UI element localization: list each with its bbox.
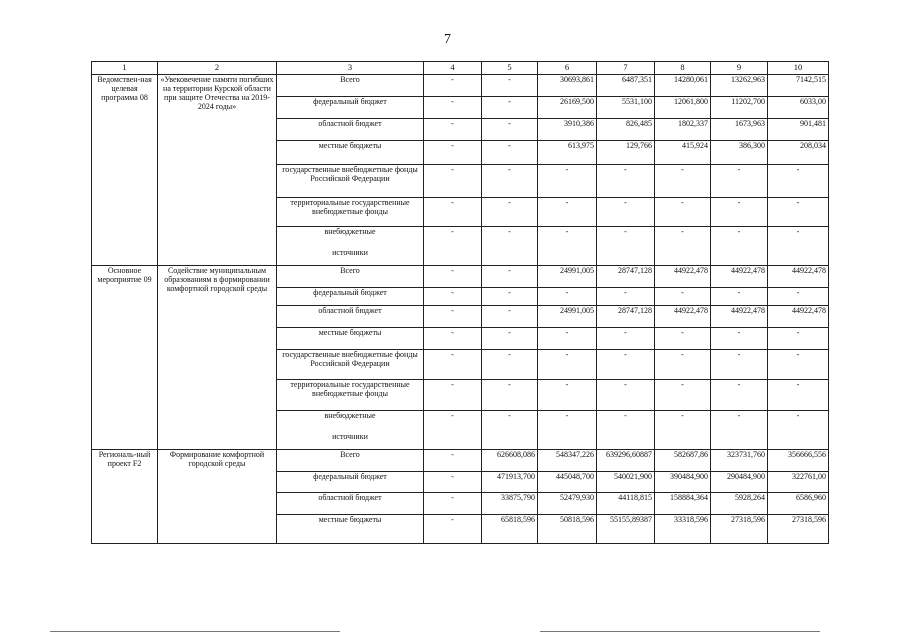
value-cell-col-7: 55155,89387 bbox=[597, 515, 655, 544]
value-cell-col-5: - bbox=[482, 411, 538, 450]
value-cell-col-6: - bbox=[538, 411, 597, 450]
funding-source bbox=[277, 227, 424, 266]
value-cell-col-4: - bbox=[424, 380, 482, 411]
bottom-rule-right bbox=[540, 631, 820, 632]
funding-source: государственные внебюджетные фонды Российской Федерации bbox=[277, 350, 424, 380]
value-cell-col-6: 30693,861 bbox=[538, 75, 597, 97]
value-cell-col-6: 613,975 bbox=[538, 141, 597, 165]
funding-source: местные бюджеты bbox=[277, 328, 424, 350]
value-cell-col-6: 24991,005 bbox=[538, 266, 597, 288]
value-cell-col-7: - bbox=[597, 328, 655, 350]
funding-source-line: внебюджетные bbox=[324, 227, 376, 236]
value-cell-col-7: - bbox=[597, 350, 655, 380]
funding-source-line: источники bbox=[332, 247, 368, 257]
value-cell-col-5: - bbox=[482, 119, 538, 141]
value-cell-col-8: 390484,900 bbox=[655, 472, 711, 493]
value-cell-col-10: - bbox=[768, 380, 829, 411]
value-cell-col-4: - bbox=[424, 227, 482, 266]
column-header-10: 10 bbox=[768, 62, 829, 75]
value-cell-col-10: 901,481 bbox=[768, 119, 829, 141]
value-cell-col-9: - bbox=[711, 227, 768, 266]
value-cell-col-10: 44922,478 bbox=[768, 306, 829, 328]
table-row bbox=[92, 450, 829, 472]
value-cell-col-7: 5531,100 bbox=[597, 97, 655, 119]
value-cell-col-6: 548347,226 bbox=[538, 450, 597, 472]
value-cell-col-8: - bbox=[655, 288, 711, 306]
value-cell-col-10: - bbox=[768, 288, 829, 306]
value-cell-col-8: - bbox=[655, 411, 711, 450]
value-cell-col-7: - bbox=[597, 227, 655, 266]
program-code: Ведомствен-ная целевая программа 08 bbox=[92, 75, 158, 266]
value-cell-col-5: - bbox=[482, 266, 538, 288]
value-cell-col-4: - bbox=[424, 165, 482, 198]
value-cell-col-7: 129,766 bbox=[597, 141, 655, 165]
value-cell-col-7: - bbox=[597, 198, 655, 227]
value-cell-col-5: 65818,596 bbox=[482, 515, 538, 544]
value-cell-col-9: - bbox=[711, 380, 768, 411]
column-header-1: 1 bbox=[92, 62, 158, 75]
value-cell-col-9: - bbox=[711, 288, 768, 306]
value-cell-col-4: - bbox=[424, 119, 482, 141]
value-cell-col-7: 639296,60887 bbox=[597, 450, 655, 472]
value-cell-col-10: - bbox=[768, 198, 829, 227]
value-cell-col-8: - bbox=[655, 227, 711, 266]
value-cell-col-5: - bbox=[482, 227, 538, 266]
value-cell-col-5: - bbox=[482, 350, 538, 380]
budget-table bbox=[91, 61, 829, 544]
value-cell-col-4: - bbox=[424, 198, 482, 227]
value-cell-col-7: 826,485 bbox=[597, 119, 655, 141]
value-cell-col-7: 540021,900 bbox=[597, 472, 655, 493]
table-row bbox=[92, 75, 829, 97]
value-cell-col-10: 27318,596 bbox=[768, 515, 829, 544]
value-cell-col-8: 415,924 bbox=[655, 141, 711, 165]
value-cell-col-5: - bbox=[482, 75, 538, 97]
value-cell-col-5: - bbox=[482, 380, 538, 411]
value-cell-col-10: - bbox=[768, 328, 829, 350]
value-cell-col-6: - bbox=[538, 198, 597, 227]
column-header-9: 9 bbox=[711, 62, 768, 75]
value-cell-col-6: 24991,005 bbox=[538, 306, 597, 328]
table-body bbox=[92, 75, 829, 544]
funding-source: территориальные государственные внебюджетные фонды bbox=[277, 380, 424, 411]
value-cell-col-5: - bbox=[482, 165, 538, 198]
value-cell-col-10: 322761,00 bbox=[768, 472, 829, 493]
value-cell-col-10: 208,034 bbox=[768, 141, 829, 165]
funding-source: федеральный бюджет bbox=[277, 288, 424, 306]
value-cell-col-6: - bbox=[538, 380, 597, 411]
value-cell-col-9: 13262,963 bbox=[711, 75, 768, 97]
value-cell-col-9: 27318,596 bbox=[711, 515, 768, 544]
value-cell-col-5: - bbox=[482, 97, 538, 119]
value-cell-col-4: - bbox=[424, 141, 482, 165]
funding-source: местные бюджеты bbox=[277, 141, 424, 165]
value-cell-col-4: - bbox=[424, 411, 482, 450]
funding-source: Всего bbox=[277, 75, 424, 97]
value-cell-col-9: - bbox=[711, 165, 768, 198]
column-header-8: 8 bbox=[655, 62, 711, 75]
value-cell-col-4: - bbox=[424, 75, 482, 97]
program-name: Формирование комфортной городской среды bbox=[158, 450, 277, 544]
value-cell-col-7: - bbox=[597, 165, 655, 198]
funding-source: областной бюджет bbox=[277, 493, 424, 515]
column-header-2: 2 bbox=[158, 62, 277, 75]
funding-source: федеральный бюджет bbox=[277, 97, 424, 119]
value-cell-col-9: - bbox=[711, 198, 768, 227]
funding-source: государственные внебюджетные фонды Российской Федерации bbox=[277, 165, 424, 198]
value-cell-col-8: - bbox=[655, 350, 711, 380]
funding-source: местные бюджеты bbox=[277, 515, 424, 544]
value-cell-col-10: 6586,960 bbox=[768, 493, 829, 515]
program-name: «Увековечение памяти погибших на территории Курской области при защите Отечества на 2019-2024 годы» bbox=[158, 75, 277, 266]
value-cell-col-5: 33875,790 bbox=[482, 493, 538, 515]
funding-source-line: внебюджетные bbox=[324, 411, 376, 420]
value-cell-col-10: 6033,00 bbox=[768, 97, 829, 119]
value-cell-col-8: - bbox=[655, 328, 711, 350]
value-cell-col-6: 3910,386 bbox=[538, 119, 597, 141]
value-cell-col-10: 44922,478 bbox=[768, 266, 829, 288]
value-cell-col-4: - bbox=[424, 288, 482, 306]
value-cell-col-5: - bbox=[482, 306, 538, 328]
value-cell-col-7: - bbox=[597, 411, 655, 450]
value-cell-col-4: - bbox=[424, 450, 482, 472]
value-cell-col-8: 12061,800 bbox=[655, 97, 711, 119]
value-cell-col-6: - bbox=[538, 288, 597, 306]
value-cell-col-4: - bbox=[424, 266, 482, 288]
value-cell-col-10: - bbox=[768, 411, 829, 450]
funding-source-line: источники bbox=[332, 431, 368, 441]
value-cell-col-10: - bbox=[768, 165, 829, 198]
value-cell-col-6: - bbox=[538, 165, 597, 198]
page-number: 7 bbox=[444, 32, 451, 47]
funding-source: областной бюджет bbox=[277, 119, 424, 141]
funding-source: Всего bbox=[277, 450, 424, 472]
value-cell-col-6: - bbox=[538, 350, 597, 380]
value-cell-col-4: - bbox=[424, 328, 482, 350]
value-cell-col-7: 44118,815 bbox=[597, 493, 655, 515]
value-cell-col-9: - bbox=[711, 350, 768, 380]
value-cell-col-6: 445048,700 bbox=[538, 472, 597, 493]
funding-source: Всего bbox=[277, 266, 424, 288]
value-cell-col-9: 11202,700 bbox=[711, 97, 768, 119]
value-cell-col-10: - bbox=[768, 350, 829, 380]
value-cell-col-8: - bbox=[655, 198, 711, 227]
value-cell-col-9: 323731,760 bbox=[711, 450, 768, 472]
value-cell-col-6: - bbox=[538, 328, 597, 350]
value-cell-col-5: - bbox=[482, 288, 538, 306]
column-header-5: 5 bbox=[482, 62, 538, 75]
value-cell-col-8: 14280,061 bbox=[655, 75, 711, 97]
value-cell-col-10: 356666,556 bbox=[768, 450, 829, 472]
value-cell-col-7: 28747,128 bbox=[597, 306, 655, 328]
value-cell-col-9: 290484,900 bbox=[711, 472, 768, 493]
column-header-6: 6 bbox=[538, 62, 597, 75]
value-cell-col-5: - bbox=[482, 198, 538, 227]
value-cell-col-4: - bbox=[424, 97, 482, 119]
value-cell-col-9: 1673,963 bbox=[711, 119, 768, 141]
value-cell-col-4: - bbox=[424, 350, 482, 380]
value-cell-col-8: 44922,478 bbox=[655, 266, 711, 288]
bottom-rule-left bbox=[50, 631, 340, 632]
value-cell-col-4: - bbox=[424, 493, 482, 515]
value-cell-col-8: 1802,337 bbox=[655, 119, 711, 141]
value-cell-col-10: 7142,515 bbox=[768, 75, 829, 97]
column-header-7: 7 bbox=[597, 62, 655, 75]
value-cell-col-8: - bbox=[655, 380, 711, 411]
value-cell-col-7: 6487,351 bbox=[597, 75, 655, 97]
value-cell-col-10: - bbox=[768, 227, 829, 266]
column-header-4: 4 bbox=[424, 62, 482, 75]
value-cell-col-6: 26169,500 bbox=[538, 97, 597, 119]
value-cell-col-8: 44922,478 bbox=[655, 306, 711, 328]
value-cell-col-6: - bbox=[538, 227, 597, 266]
table-row bbox=[92, 266, 829, 288]
column-header-3: 3 bbox=[277, 62, 424, 75]
value-cell-col-8: - bbox=[655, 165, 711, 198]
funding-source bbox=[277, 411, 424, 450]
value-cell-col-9: 5928,264 bbox=[711, 493, 768, 515]
value-cell-col-5: 471913,700 bbox=[482, 472, 538, 493]
value-cell-col-9: 44922,478 bbox=[711, 266, 768, 288]
value-cell-col-9: 44922,478 bbox=[711, 306, 768, 328]
value-cell-col-5: 626608,086 bbox=[482, 450, 538, 472]
value-cell-col-5: - bbox=[482, 328, 538, 350]
value-cell-col-8: 158884,364 bbox=[655, 493, 711, 515]
value-cell-col-4: - bbox=[424, 515, 482, 544]
value-cell-col-4: - bbox=[424, 306, 482, 328]
funding-source: территориальные государственные внебюджетные фонды bbox=[277, 198, 424, 227]
value-cell-col-7: - bbox=[597, 288, 655, 306]
funding-source: областной бюджет bbox=[277, 306, 424, 328]
value-cell-col-8: 582687,86 bbox=[655, 450, 711, 472]
program-name: Содействие муниципальным образованиям в формировании комфортной городской среды bbox=[158, 266, 277, 450]
value-cell-col-4: - bbox=[424, 472, 482, 493]
value-cell-col-9: - bbox=[711, 328, 768, 350]
value-cell-col-9: - bbox=[711, 411, 768, 450]
value-cell-col-6: 50818,596 bbox=[538, 515, 597, 544]
value-cell-col-5: - bbox=[482, 141, 538, 165]
value-cell-col-7: 28747,128 bbox=[597, 266, 655, 288]
value-cell-col-8: 33318,596 bbox=[655, 515, 711, 544]
value-cell-col-9: 386,300 bbox=[711, 141, 768, 165]
program-code: Основное мероприятие 09 bbox=[92, 266, 158, 450]
value-cell-col-6: 52479,930 bbox=[538, 493, 597, 515]
header-row bbox=[92, 62, 829, 75]
funding-source: федеральный бюджет bbox=[277, 472, 424, 493]
program-code: Региональ-ный проект F2 bbox=[92, 450, 158, 544]
value-cell-col-7: - bbox=[597, 380, 655, 411]
